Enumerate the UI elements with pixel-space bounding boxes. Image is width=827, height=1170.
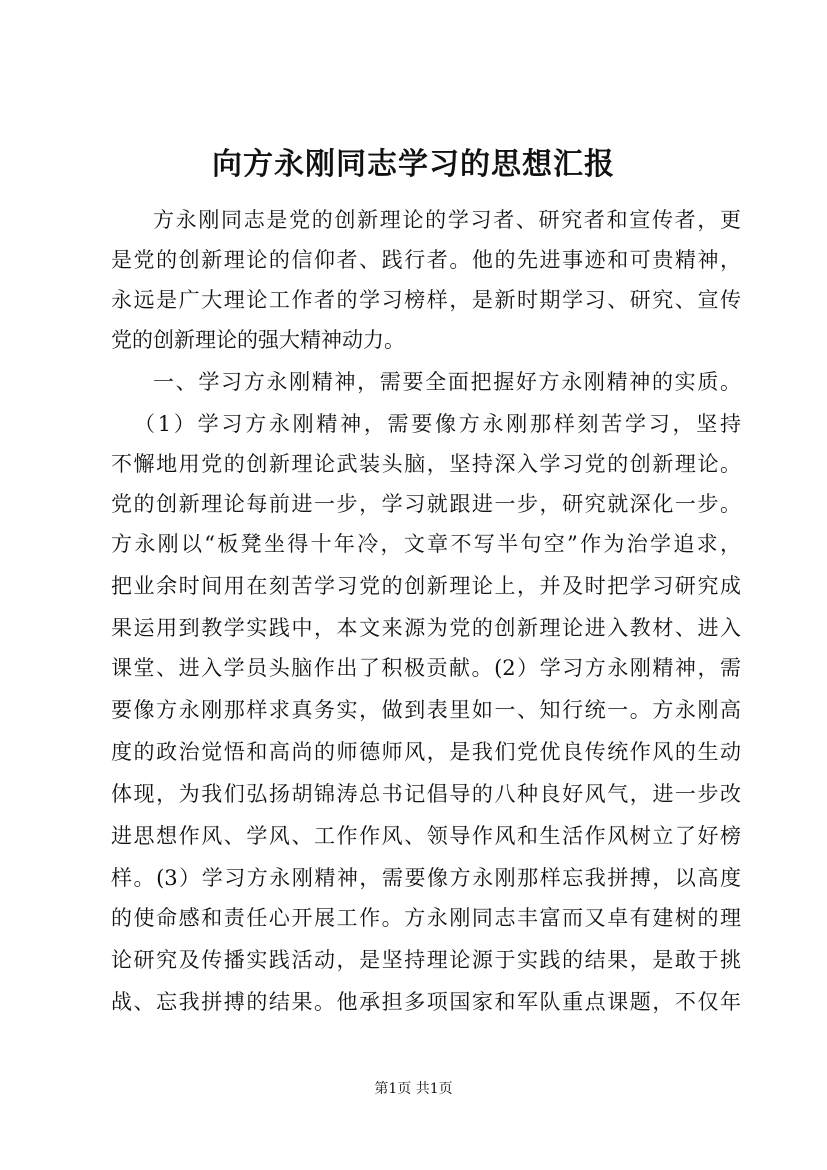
section-heading: 一、学习方永刚精神，需要全面把握好方永刚精神的实质。 — [153, 370, 741, 394]
body-line: 党的创新理论的强大精神动力。 — [111, 328, 405, 352]
body-line: 方永刚同志是党的创新理论的学习者、研究者和宣传者，更 — [153, 208, 741, 232]
body-line: 党的创新理论每前进一步，学习就跟进一步，研究就深化一步。 — [111, 492, 741, 516]
body-line: 把业余时间用在刻苦学习党的创新理论上，并及时把学习研究成 — [111, 574, 741, 598]
body-line: 战、忘我拼搏的结果。他承担多项国家和军队重点课题，不仅年 — [111, 990, 741, 1014]
body-line: 样。(3）学习方永刚精神，需要像方永刚那样忘我拼搏，以高度 — [111, 866, 741, 890]
page-number: 第1页 共1页 — [374, 1081, 453, 1097]
body-line: 方永刚以“板凳坐得十年冷，文章不写半句空”作为治学追求， — [111, 532, 741, 556]
body-line: 果运用到教学实践中，本文来源为党的创新理论进入教材、进入 — [111, 616, 741, 640]
body-line: 不懈地用党的创新理论武装头脑，坚持深入学习党的创新理论。 — [111, 452, 741, 476]
body-line: 课堂、进入学员头脑作出了积极贡献。(2）学习方永刚精神，需 — [111, 656, 741, 680]
body-line: 论研究及传播实践活动，是坚持理论源于实践的结果，是敢于挑 — [111, 948, 741, 972]
document-title: 向方永刚同志学习的思想汇报 — [212, 147, 615, 182]
body-line: 是党的创新理论的信仰者、践行者。他的先进事迹和可贵精神， — [111, 248, 741, 272]
body-line: （1）学习方永刚精神，需要像方永刚那样刻苦学习，坚持 — [134, 412, 741, 436]
body-line: 永远是广大理论工作者的学习榜样，是新时期学习、研究、宣传 — [111, 288, 741, 312]
body-line: 体现，为我们弘扬胡锦涛总书记倡导的八种良好风气，进一步改 — [111, 782, 741, 806]
body-line: 的使命感和责任心开展工作。方永刚同志丰富而又卓有建树的理 — [111, 906, 741, 930]
body-line: 度的政治觉悟和高尚的师德师风，是我们党优良传统作风的生动 — [111, 740, 741, 764]
body-line: 进思想作风、学风、工作作风、领导作风和生活作风树立了好榜 — [111, 824, 741, 848]
body-line: 要像方永刚那样求真务实，做到表里如一、知行统一。方永刚高 — [111, 698, 741, 722]
